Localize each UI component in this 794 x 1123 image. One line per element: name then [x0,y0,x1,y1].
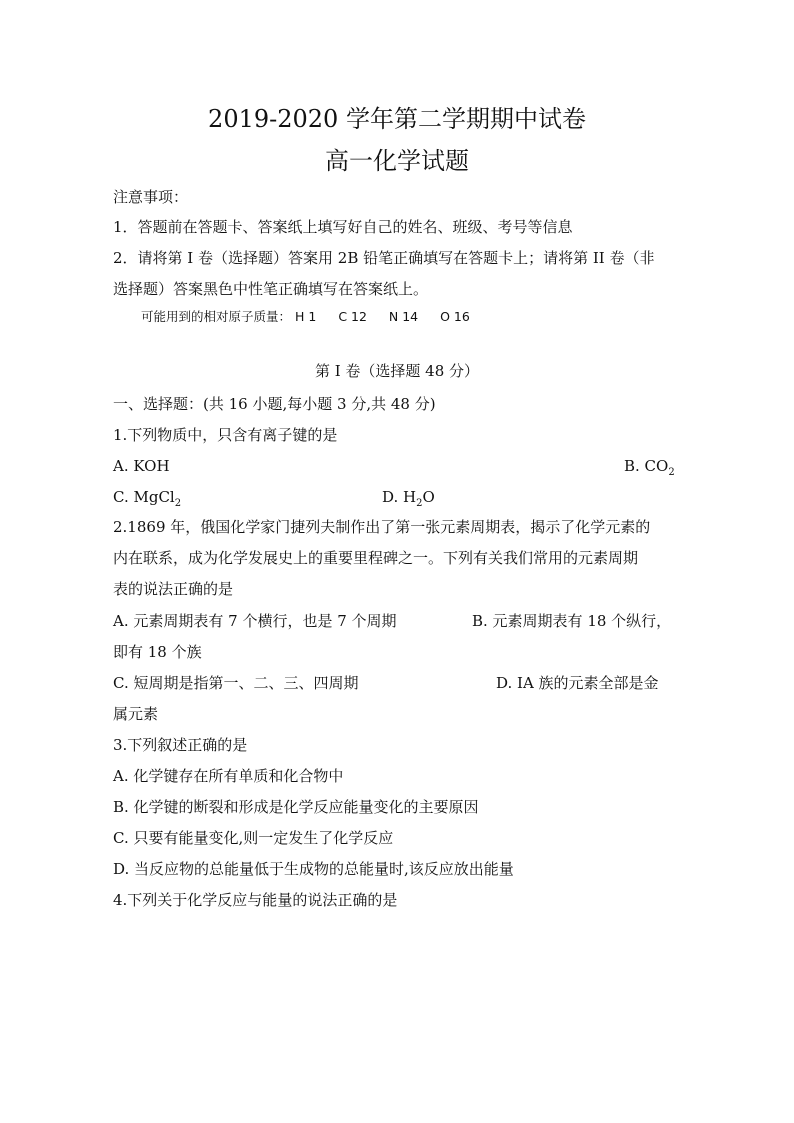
question-1-option-d-text: D. H [382,488,417,506]
question-2-option-c: C. 短周期是指第一、二、三、四周期 [113,674,359,692]
part-heading: 一、选择题：(共 16 小题,每小题 3 分,共 48 分) [113,395,436,413]
question-2-stem-line-1: 2.1869 年，俄国化学家门捷列夫制作出了第一张元素周期表，揭示了化学元素的 [113,518,651,536]
notice-item-1: 1．答题前在答题卡、答案纸上填写好自己的姓名、班级、考号等信息 [113,218,573,236]
question-3-option-b: B. 化学键的断裂和形成是化学反应能量变化的主要原因 [113,798,479,816]
notice-item-2-line-1: 2．请将第 I 卷（选择题）答案用 2B 铅笔正确填写在答题卡上；请将第 II 卷（非 [113,249,655,267]
question-2-stem-line-3: 表的说法正确的是 [113,580,234,598]
question-3-option-a: A. 化学键存在所有单质和化合物中 [113,767,344,785]
question-3-stem: 3.下列叙述正确的是 [113,736,248,754]
atomic-mass-label: 可能用到的相对原子质量： [141,309,292,324]
question-2-option-b: B. 元素周期表有 18 个纵行， [472,612,672,630]
question-1-option-d [382,487,435,507]
exam-title: 2019-2020 学年第二学期期中试卷 [208,105,586,133]
question-1-option-c-subscript: 2 [174,498,182,509]
question-2-option-a: A. 元素周期表有 7 个横行，也是 7 个周期 [113,612,397,630]
notice-heading: 注意事项： [113,188,189,206]
question-1-option-d-subscript: 2 [416,498,423,509]
atomic-mass-o: O 16 [440,309,470,324]
question-2-option-d-continued: 属元素 [113,705,159,723]
exam-subtitle: 高一化学试题 [325,147,469,175]
atomic-mass-line [141,307,711,327]
question-1-option-b-text: B. CO [624,457,669,475]
question-1-option-a: A. KOH [113,457,170,475]
question-1-stem: 1.下列物质中，只含有离子键的是 [113,426,338,444]
atomic-mass-h: H 1 [295,309,317,324]
section-title: 第 I 卷（选择题 48 分） [314,362,480,380]
atomic-mass-n: N 14 [388,309,419,324]
question-1-option-c [113,487,181,507]
question-1-option-b-subscript: 2 [668,467,675,478]
question-2-option-d: D. ⅠA 族的元素全部是金 [496,674,659,692]
notice-item-2-line-2: 选择题）答案黑色中性笔正确填写在答案纸上。 [113,280,429,298]
question-1-option-c-text: C. MgCl [113,488,175,506]
question-2-stem-line-2: 内在联系，成为化学发展史上的重要里程碑之一。下列有关我们常用的元素周期 [113,549,639,567]
question-1-option-b [624,456,675,476]
question-2-option-b-continued: 即有 18 个族 [113,643,202,661]
question-3-option-c: C. 只要有能量变化,则一定发生了化学反应 [113,829,394,847]
question-3-option-d: D. 当反应物的总能量低于生成物的总能量时,该反应放出能量 [113,860,514,878]
question-4-stem: 4.下列关于化学反应与能量的说法正确的是 [113,891,398,909]
question-1-option-d-suffix: O [422,488,435,506]
atomic-mass-c: C 12 [338,309,367,324]
